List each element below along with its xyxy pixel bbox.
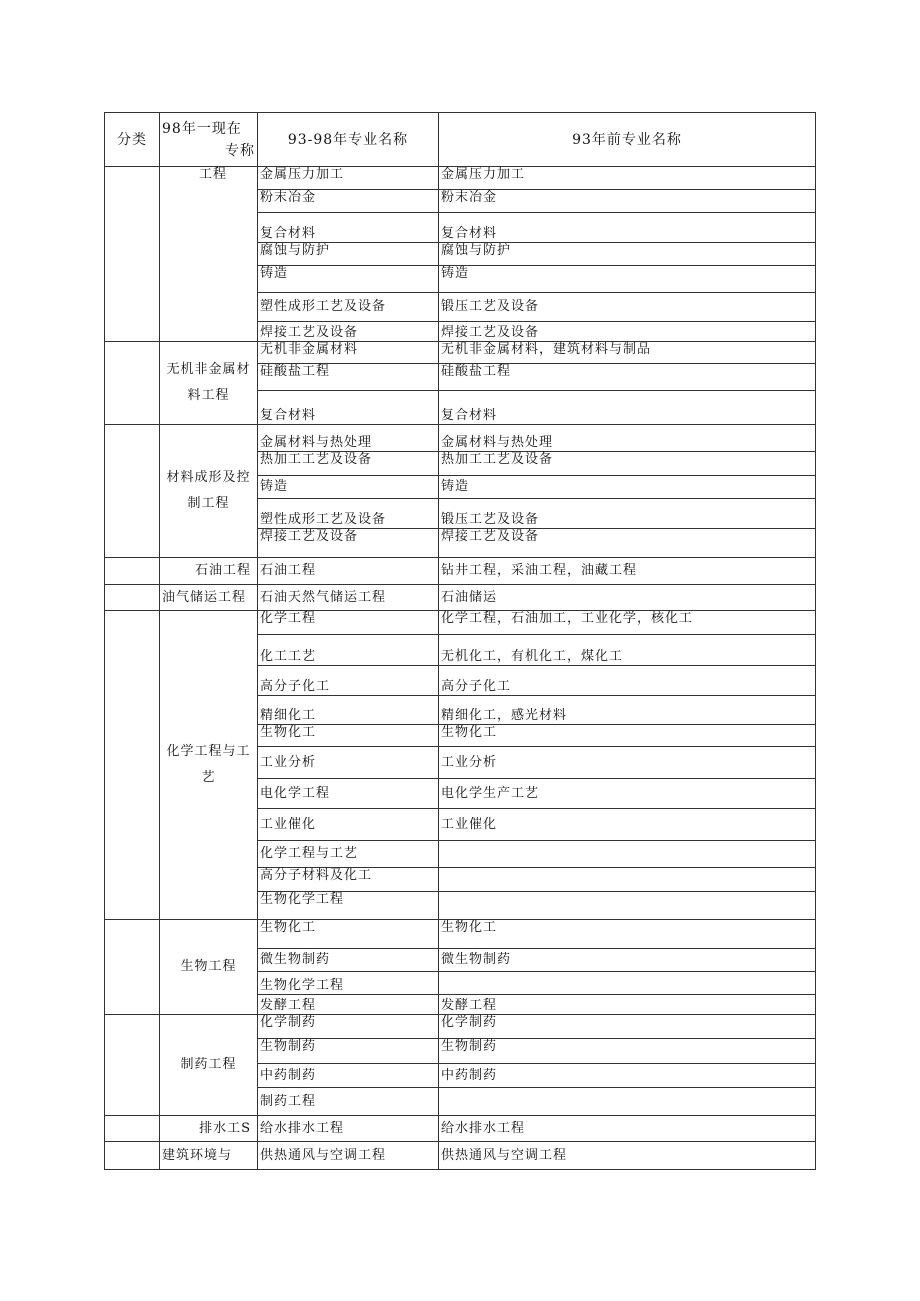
name-pre-93: 腐蚀与防护: [439, 243, 816, 266]
name-93-98: 生物化学工程: [258, 972, 439, 995]
name-pre-93: 供热通风与空调工程: [439, 1142, 816, 1170]
name-93-98: 中药制药: [258, 1064, 439, 1088]
name-93-98: 化学工程: [258, 611, 439, 635]
header-row: [105, 113, 816, 167]
name-pre-93: [439, 972, 816, 995]
major-name: 制药工程: [160, 1015, 258, 1116]
name-93-98: 生物化学工程: [258, 892, 439, 920]
major-name: 排水工S: [160, 1116, 258, 1142]
category-cell: [105, 920, 160, 1015]
name-pre-93: 无机化工，有机化工，煤化工: [439, 635, 816, 666]
name-pre-93: 钻井工程，采油工程，油藏工程: [439, 558, 816, 585]
name-93-98: 供热通风与空调工程: [258, 1142, 439, 1170]
name-93-98: 给水排水工程: [258, 1116, 439, 1142]
name-pre-93: 铸造: [439, 266, 816, 293]
name-pre-93: 发酵工程: [439, 995, 816, 1015]
name-pre-93: 生物制药: [439, 1039, 816, 1064]
name-pre-93: 粉末冶金: [439, 190, 816, 213]
name-93-98: 工业催化: [258, 809, 439, 841]
name-93-98: 生物化工: [258, 920, 439, 949]
name-pre-93: 生物化工: [439, 920, 816, 949]
name-pre-93: 锻压工艺及设备: [439, 293, 816, 322]
major-name: 生物工程: [160, 920, 258, 1015]
name-93-98: 无机非金属材料: [258, 342, 439, 364]
name-pre-93: 焊接工艺及设备: [439, 322, 816, 342]
category-cell: [105, 167, 160, 342]
name-93-98: 热加工工艺及设备: [258, 452, 439, 476]
category-cell: [105, 558, 160, 585]
name-pre-93: 化学工程，石油加工，工业化学，核化工: [439, 611, 816, 635]
name-93-98: 焊接工艺及设备: [258, 322, 439, 342]
name-93-98: 焊接工艺及设备: [258, 529, 439, 558]
name-93-98: 微生物制药: [258, 949, 439, 972]
name-pre-93: 化学制药: [439, 1015, 816, 1039]
name-pre-93: [439, 868, 816, 892]
name-pre-93: 热加工工艺及设备: [439, 452, 816, 476]
category-cell: [105, 425, 160, 558]
category-cell: [105, 585, 160, 611]
name-93-98: 化学制药: [258, 1015, 439, 1039]
major-table: [104, 112, 816, 1170]
name-93-98: 石油天然气储运工程: [258, 585, 439, 611]
name-pre-93: 中药制药: [439, 1064, 816, 1088]
major-name: 石油工程: [160, 558, 258, 585]
name-93-98: 高分子化工: [258, 666, 439, 696]
name-93-98: 制药工程: [258, 1088, 439, 1116]
name-pre-93: 焊接工艺及设备: [439, 529, 816, 558]
name-pre-93: 石油储运: [439, 585, 816, 611]
category-cell: [105, 1142, 160, 1170]
name-pre-93: 铸造: [439, 476, 816, 499]
name-93-98: 粉末冶金: [258, 190, 439, 213]
major-name: 化学工程与工艺: [160, 611, 258, 920]
name-pre-93: 给水排水工程: [439, 1116, 816, 1142]
major-name: 材料成形及控制工程: [160, 425, 258, 558]
table-row: [105, 1015, 816, 1039]
name-93-98: 化学工程与工艺: [258, 841, 439, 868]
name-pre-93: [439, 1088, 816, 1116]
table-row: [105, 167, 816, 190]
name-93-98: 复合材料: [258, 213, 439, 243]
name-93-98: 发酵工程: [258, 995, 439, 1015]
header-current-name-line2: 专称: [225, 142, 255, 159]
name-pre-93: [439, 841, 816, 868]
major-name: 工程: [160, 167, 258, 342]
table-row: [105, 920, 816, 949]
name-pre-93: 复合材料: [439, 391, 816, 425]
name-93-98: 复合材料: [258, 391, 439, 425]
name-93-98: 金属压力加工: [258, 167, 439, 190]
name-93-98: 硅酸盐工程: [258, 364, 439, 391]
major-name: 无机非金属材料工程: [160, 342, 258, 425]
table-row: [105, 342, 816, 364]
name-93-98: 生物化工: [258, 725, 439, 747]
name-93-98: 塑性成形工艺及设备: [258, 499, 439, 529]
name-pre-93: [439, 892, 816, 920]
name-pre-93: 金属材料与热处理: [439, 425, 816, 452]
name-93-98: 铸造: [258, 476, 439, 499]
table-row: [105, 1116, 816, 1142]
header-category: 分类: [105, 113, 160, 167]
name-pre-93: 无机非金属材料，建筑材料与制品: [439, 342, 816, 364]
major-name: 建筑环境与: [160, 1142, 258, 1170]
major-name: 油气储运工程: [160, 585, 258, 611]
category-cell: [105, 1015, 160, 1116]
name-93-98: 生物制药: [258, 1039, 439, 1064]
name-93-98: 化工工艺: [258, 635, 439, 666]
name-93-98: 金属材料与热处理: [258, 425, 439, 452]
name-pre-93: 硅酸盐工程: [439, 364, 816, 391]
category-cell: [105, 611, 160, 920]
name-pre-93: 电化学生产工艺: [439, 779, 816, 809]
table-row: [105, 425, 816, 452]
name-93-98: 塑性成形工艺及设备: [258, 293, 439, 322]
name-pre-93: 工业分析: [439, 747, 816, 779]
name-pre-93: 生物化工: [439, 725, 816, 747]
category-cell: [105, 342, 160, 425]
name-pre-93: 微生物制药: [439, 949, 816, 972]
table-row: [105, 1142, 816, 1170]
name-93-98: 铸造: [258, 266, 439, 293]
header-current-name: [160, 113, 258, 167]
table-row: [105, 585, 816, 611]
table-row: [105, 558, 816, 585]
name-93-98: 高分子材料及化工: [258, 868, 439, 892]
name-93-98: 精细化工: [258, 696, 439, 725]
name-pre-93: 精细化工，感光材料: [439, 696, 816, 725]
name-pre-93: 锻压工艺及设备: [439, 499, 816, 529]
table-row: [105, 611, 816, 635]
name-pre-93: 金属压力加工: [439, 167, 816, 190]
name-pre-93: 高分子化工: [439, 666, 816, 696]
name-pre-93: 工业催化: [439, 809, 816, 841]
header-current-name-line1: 98年一现在: [162, 120, 242, 137]
name-93-98: 腐蚀与防护: [258, 243, 439, 266]
name-93-98: 电化学工程: [258, 779, 439, 809]
name-pre-93: 复合材料: [439, 213, 816, 243]
header-93-98-name: 93-98年专业名称: [258, 113, 439, 167]
name-93-98: 工业分析: [258, 747, 439, 779]
name-93-98: 石油工程: [258, 558, 439, 585]
category-cell: [105, 1116, 160, 1142]
header-pre-93-name: 93年前专业名称: [439, 113, 816, 167]
